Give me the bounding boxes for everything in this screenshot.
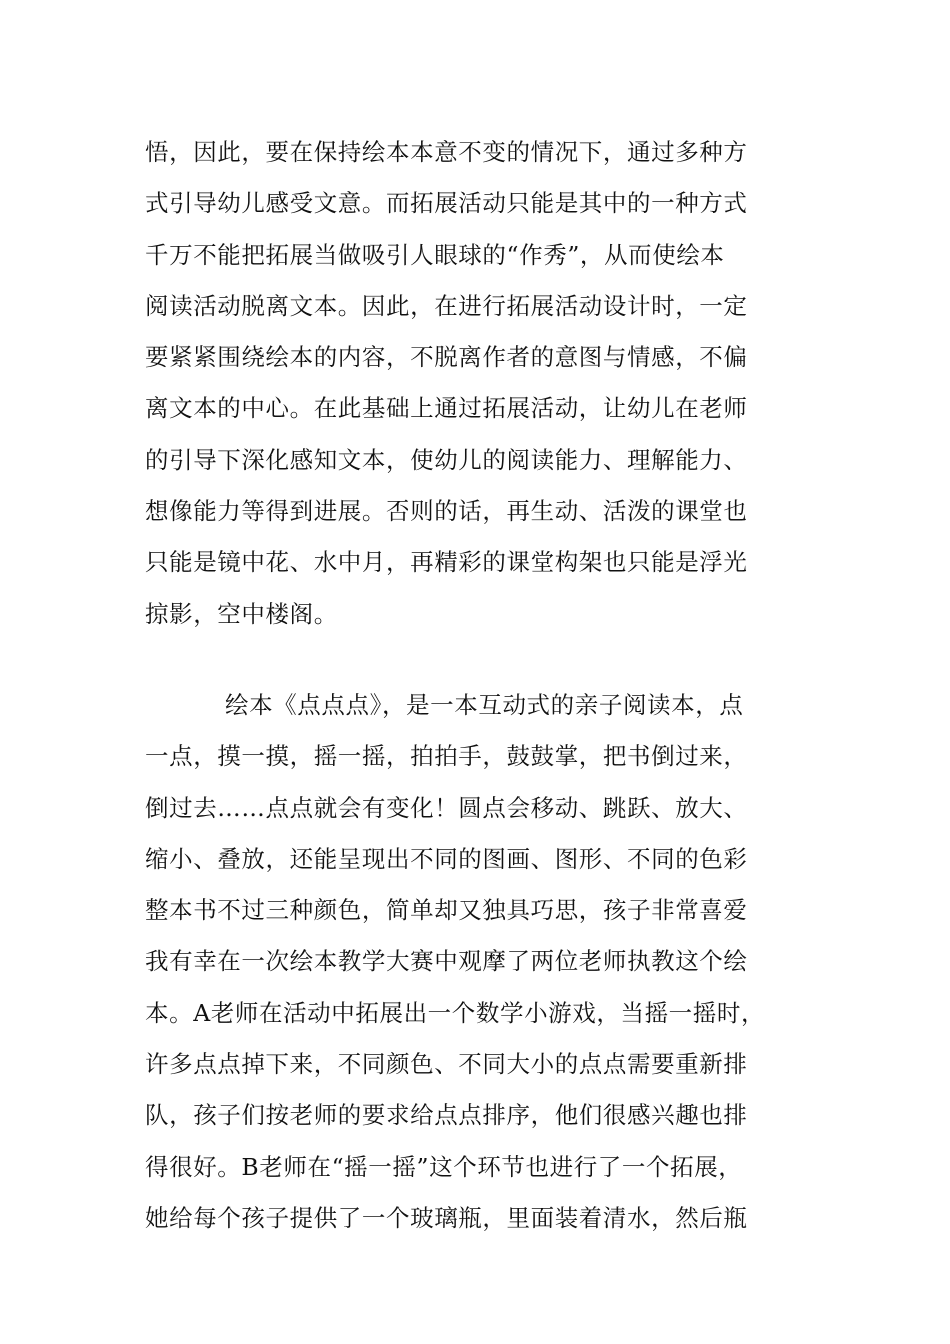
text-line: 要紧紧围绕绘本的内容，不脱离作者的意图与情感，不偏 — [145, 343, 748, 372]
text-line: 离文本的中心。在此基础上通过拓展活动，让幼儿在老师 — [145, 394, 748, 423]
text-line: 倒过去……点点就会有变化！圆点会移动、跳跃、放大、 — [145, 793, 748, 822]
paragraph-1 — [145, 127, 810, 640]
text-line: 掠影，空中楼阁。 — [145, 599, 338, 628]
text-line: 她给每个孩子提供了一个玻璃瓶，里面装着清水，然后瓶 — [145, 1203, 748, 1232]
text-line: 阅读活动脱离文本。因此，在进行拓展活动设计时，一定 — [145, 291, 748, 320]
text-line: 的引导下深化感知文本，使幼儿的阅读能力、理解能力、 — [145, 445, 748, 474]
text-line: 许多点点掉下来，不同颜色、不同大小的点点需要重新排 — [145, 1050, 748, 1079]
text-line: 式引导幼儿感受文意。而拓展活动只能是其中的一种方式 — [145, 189, 748, 218]
text-line: 悟，因此，要在保持绘本本意不变的情况下，通过多种方 — [145, 138, 748, 166]
text-line: 只能是镜中花、水中月，再精彩的课堂构架也只能是浮光 — [145, 548, 748, 577]
text-line: 想像能力等得到进展。否则的话，再生动、活泼的课堂也 — [145, 497, 748, 526]
text-line: 缩小、叠放，还能呈现出不同的图画、图形、不同的色彩 — [145, 844, 748, 873]
text-line: 一点，摸一摸，摇一摇，拍拍手，鼓鼓掌，把书倒过来， — [145, 742, 748, 771]
text-line: 本。A老师在活动中拓展出一个数学小游戏，当摇一摇时， — [145, 998, 766, 1027]
text-line: 得很好。B老师在“摇一摇”这个环节也进行了一个拓展， — [145, 1152, 743, 1181]
text-line: 千万不能把拓展当做吸引人眼球的“作秀”，从而使绘本 — [145, 240, 725, 269]
paragraph-2 — [145, 680, 810, 1244]
text-line-indented: 绘本《点点点》，是一本互动式的亲子阅读本，点 — [225, 691, 744, 719]
text-line: 整本书不过三种颜色，简单却又独具巧思，孩子非常喜爱 — [145, 896, 748, 925]
text-line: 队，孩子们按老师的要求给点点排序，他们很感兴趣也排 — [145, 1101, 748, 1130]
text-line: 我有幸在一次绘本教学大赛中观摩了两位老师执教这个绘 — [145, 947, 748, 976]
